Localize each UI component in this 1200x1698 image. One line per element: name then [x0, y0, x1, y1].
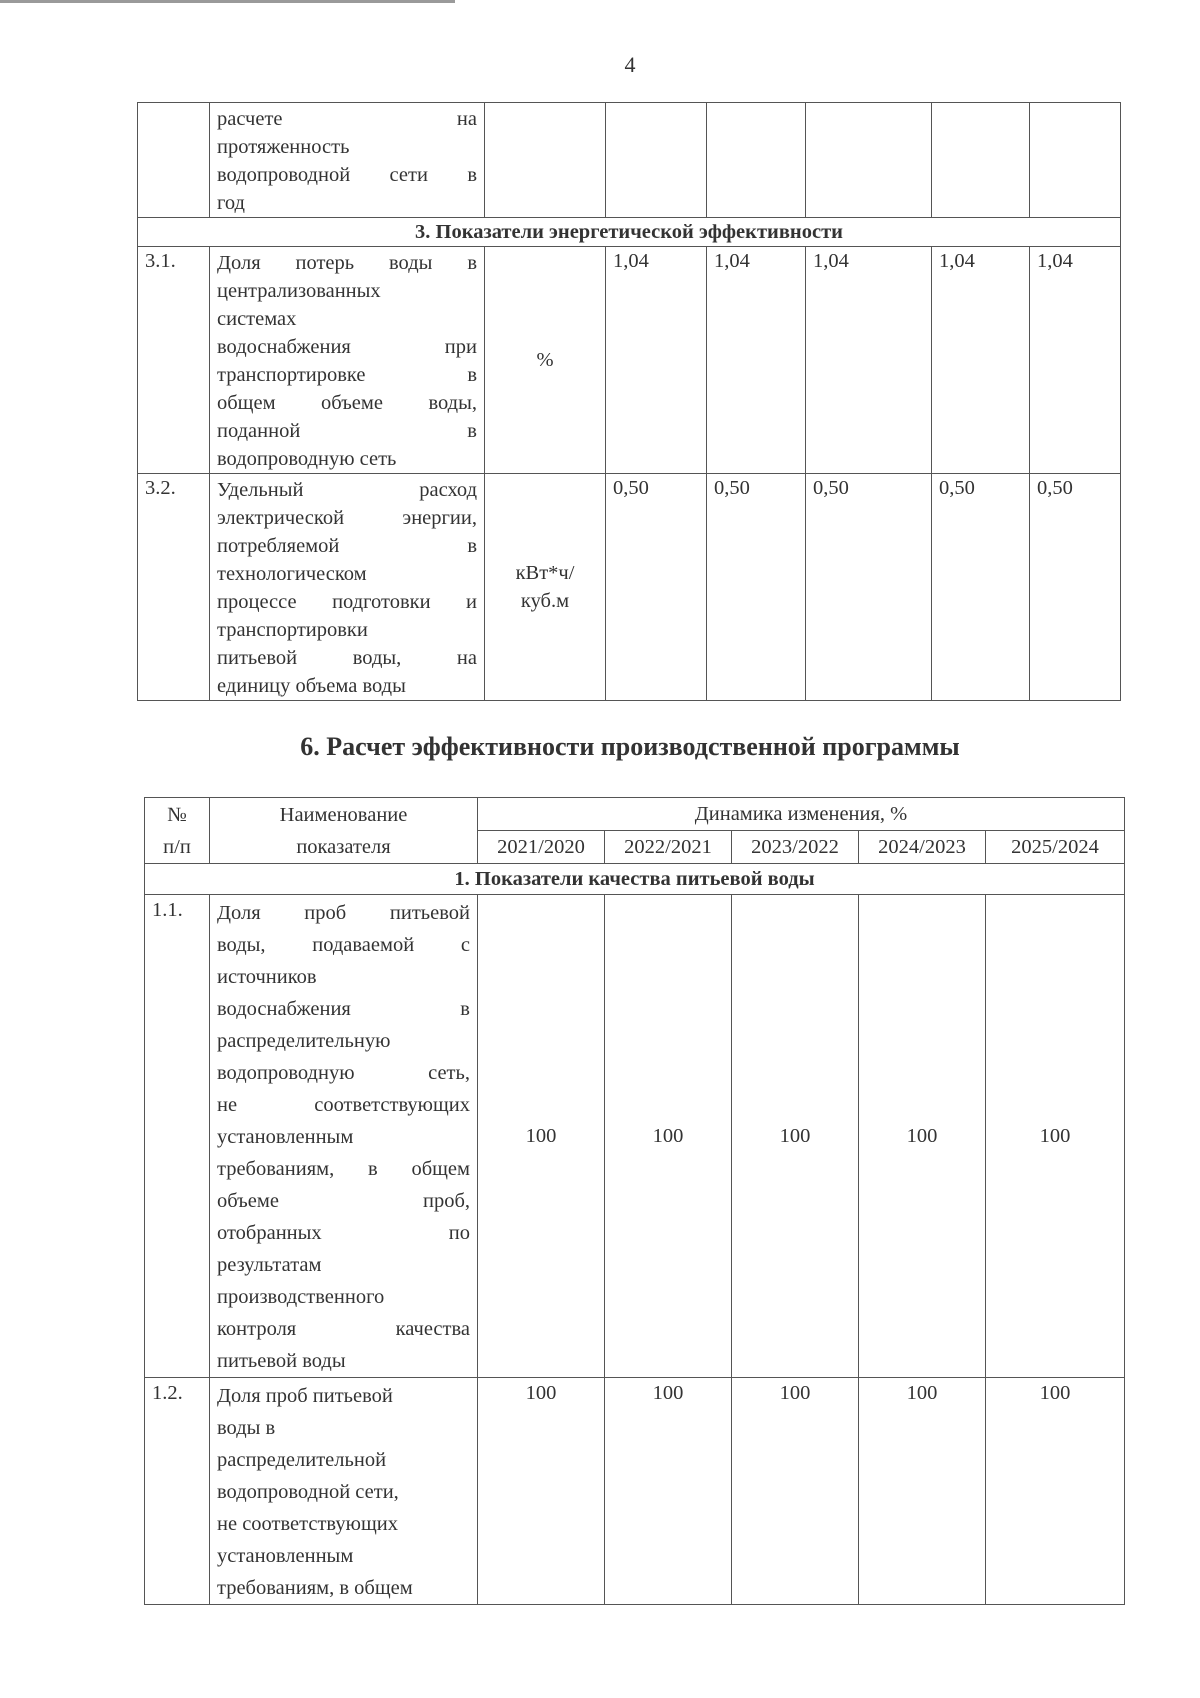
column-header-period: 2024/2023 — [859, 831, 986, 864]
table-row — [145, 1378, 1125, 1605]
name-line: водопроводной сети в — [217, 164, 477, 186]
unit-line: % — [536, 349, 554, 371]
value-cell: 100 — [859, 1378, 986, 1605]
value-cell: 0,50 — [932, 474, 1030, 701]
value-cell: 100 — [986, 1378, 1125, 1605]
name-line: единицу объема воды — [217, 675, 406, 697]
name-line: расчете на — [217, 108, 477, 130]
column-header-name — [210, 798, 478, 864]
value-cell: 1,04 — [606, 247, 707, 474]
table-cell — [932, 103, 1030, 218]
energy-efficiency-table — [137, 102, 1121, 701]
value-cell: 0,50 — [806, 474, 932, 701]
value-cell: 100 — [605, 1378, 732, 1605]
value-cell: 1,04 — [932, 247, 1030, 474]
name-line: электрической энергии, — [217, 507, 477, 529]
column-header-period: 2021/2020 — [478, 831, 605, 864]
section-row — [145, 864, 1125, 895]
name-line: объеме проб, — [217, 1190, 470, 1212]
name-line: Удельный расход — [217, 479, 477, 501]
name-line: отобранных по — [217, 1222, 470, 1244]
value-cell: 100 — [478, 895, 605, 1378]
column-header-period: 2025/2024 — [986, 831, 1125, 864]
indicator-name-cell — [210, 1378, 478, 1605]
table-cell — [485, 103, 606, 218]
row-number: 1.1. — [145, 895, 210, 1378]
value-cell: 100 — [986, 895, 1125, 1378]
section-title: 3. Показатели энергетической эффективности — [138, 218, 1121, 247]
name-line: воды в — [217, 1417, 276, 1439]
name-line: не соответствующих — [217, 1094, 470, 1116]
name-line: водопроводную сеть, — [217, 1062, 470, 1084]
unit-line: кВт*ч/ — [515, 562, 575, 584]
value-cell: 0,50 — [1030, 474, 1121, 701]
name-line: протяженность — [217, 136, 350, 158]
name-line: системах — [217, 308, 297, 330]
header-line: № — [167, 803, 187, 826]
row-number: 3.1. — [138, 247, 210, 474]
name-line: установленным — [217, 1545, 354, 1567]
column-header-period: 2023/2022 — [732, 831, 859, 864]
section-heading: 6. Расчет эффективности производственной программы — [300, 732, 960, 761]
value-cell: 100 — [732, 1378, 859, 1605]
name-line: потребляемой в — [217, 535, 477, 557]
indicator-name-cell — [210, 895, 478, 1378]
name-line: производственного — [217, 1286, 385, 1308]
value-cell: 100 — [605, 895, 732, 1378]
name-line: источников — [217, 966, 317, 988]
indicator-name-cell — [210, 247, 485, 474]
unit-cell — [485, 474, 606, 701]
table-cell — [806, 103, 932, 218]
table-cell — [138, 103, 210, 218]
name-line: процессе подготовки и — [217, 591, 477, 613]
name-line: не соответствующих — [217, 1513, 398, 1535]
name-line: требованиям, в общем — [217, 1158, 470, 1180]
column-header-number — [145, 798, 210, 864]
name-line: год — [217, 192, 245, 214]
value-cell: 0,50 — [707, 474, 806, 701]
name-line: водопроводную сеть — [217, 448, 397, 470]
name-line: питьевой воды — [217, 1350, 346, 1372]
program-efficiency-table — [144, 797, 1125, 1605]
name-line: водоснабжения в — [217, 998, 470, 1020]
table-cell — [1030, 103, 1121, 218]
value-cell: 100 — [478, 1378, 605, 1605]
header-line: п/п — [163, 835, 191, 858]
table-row — [138, 474, 1121, 701]
scan-edge-line — [0, 0, 455, 3]
name-line: воды, подаваемой с — [217, 934, 470, 956]
header-line: показателя — [296, 835, 391, 858]
page-number: 4 — [624, 52, 636, 77]
value-cell: 1,04 — [1030, 247, 1121, 474]
header-row — [145, 798, 1125, 831]
value-cell: 100 — [859, 895, 986, 1378]
header-line: Наименование — [279, 803, 408, 826]
table-cell — [707, 103, 806, 218]
row-number: 3.2. — [138, 474, 210, 701]
name-line: Доля проб питьевой — [217, 1385, 393, 1407]
table-cell — [606, 103, 707, 218]
value-cell: 100 — [732, 895, 859, 1378]
unit-cell — [485, 247, 606, 474]
column-header-dynamics: Динамика изменения, % — [478, 798, 1125, 831]
table-row — [138, 103, 1121, 218]
name-line: требованиям, в общем — [217, 1577, 413, 1599]
name-line: Доля проб питьевой — [217, 902, 470, 924]
table-row — [138, 247, 1121, 474]
value-cell: 1,04 — [806, 247, 932, 474]
name-line: водопроводной сети, — [217, 1481, 399, 1503]
name-line: распределительную — [217, 1030, 391, 1052]
indicator-name-cell — [210, 474, 485, 701]
unit-line: куб.м — [520, 590, 570, 612]
section-title: 1. Показатели качества питьевой воды — [145, 864, 1125, 895]
name-line: Доля потерь воды в — [217, 252, 477, 274]
name-line: результатам — [217, 1254, 322, 1276]
name-line: технологическом — [217, 563, 367, 585]
name-line: водоснабжения при — [217, 336, 477, 358]
name-line: транспортировке в — [217, 364, 477, 386]
row-number: 1.2. — [145, 1378, 210, 1605]
section-row — [138, 218, 1121, 247]
column-header-period: 2022/2021 — [605, 831, 732, 864]
indicator-name-cell — [210, 103, 485, 218]
name-line: распределительной — [217, 1449, 387, 1471]
name-line: централизованных — [217, 280, 381, 302]
name-line: общем объеме воды, — [217, 392, 477, 414]
name-line: установленным — [217, 1126, 354, 1148]
name-line: питьевой воды, на — [217, 647, 477, 669]
table-row — [145, 895, 1125, 1378]
value-cell: 0,50 — [606, 474, 707, 701]
value-cell: 1,04 — [707, 247, 806, 474]
name-line: контроля качества — [217, 1318, 470, 1340]
name-line: транспортировки — [217, 619, 368, 641]
name-line: поданной в — [217, 420, 477, 442]
